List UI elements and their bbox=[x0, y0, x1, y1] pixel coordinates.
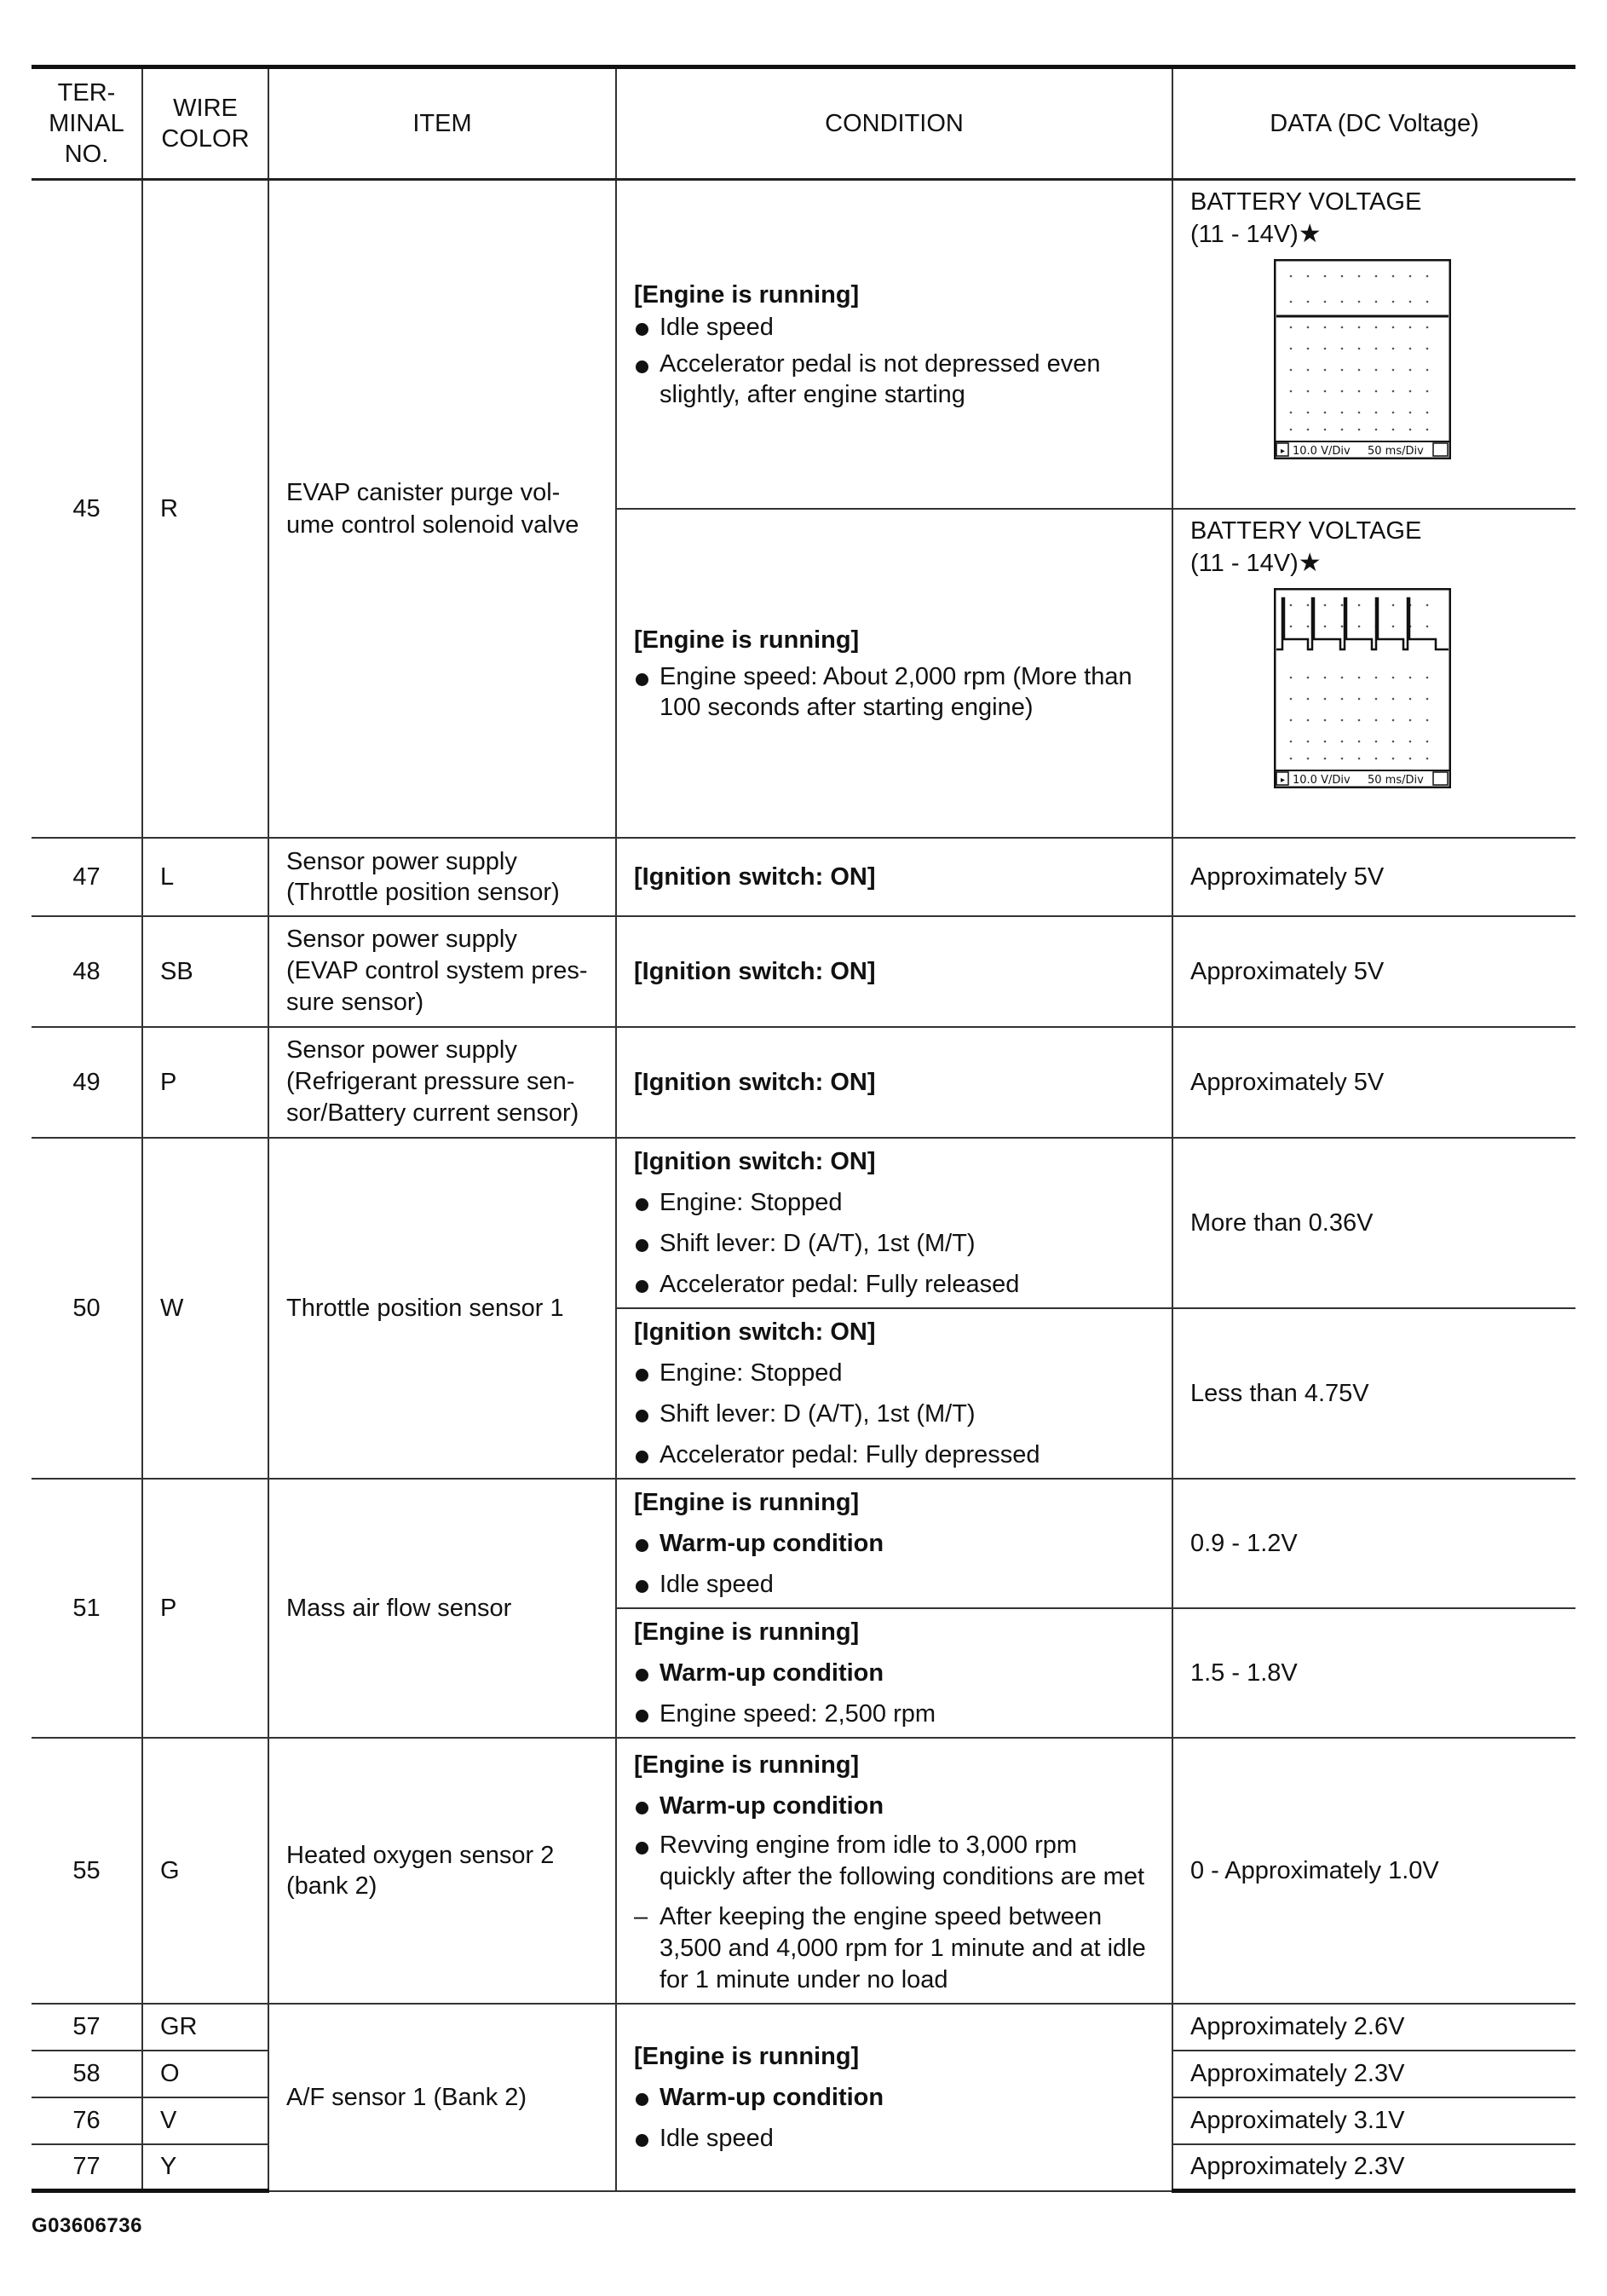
condition-text: Warm-up condition bbox=[660, 1529, 884, 1557]
scope-time-label: 50 ms/Div bbox=[1368, 773, 1424, 787]
scope-volt-label: 10.0 V/Div bbox=[1293, 773, 1351, 787]
condition-text: Warm-up condition bbox=[660, 2083, 884, 2111]
condition-text: Engine speed: About 2,000 rpm (More than 100 seconds after starting engine) bbox=[660, 662, 1132, 721]
condition-cell bbox=[616, 2004, 1172, 2191]
svg-text:▸: ▸ bbox=[1281, 447, 1286, 456]
condition-cell bbox=[616, 1608, 1172, 1738]
condition-item bbox=[634, 1785, 1163, 1826]
item-name: EVAP canister purge vol- ume control solenoid valve bbox=[268, 180, 616, 838]
terminal-no: 76 bbox=[32, 2097, 142, 2144]
condition-title: [Ignition switch: ON] bbox=[634, 1147, 876, 1175]
table-header-row bbox=[32, 67, 1575, 180]
terminal-no: 48 bbox=[32, 916, 142, 1027]
wire-color: O bbox=[142, 2051, 268, 2097]
condition-text: Shift lever: D (A/T), 1st (M/T) bbox=[660, 1399, 976, 1428]
condition-item bbox=[634, 1353, 1163, 1393]
battery-voltage-label: BATTERY VOLTAGE bbox=[1190, 188, 1422, 216]
condition-title: [Engine is running] bbox=[634, 280, 860, 309]
condition-text: Engine speed: 2,500 rpm bbox=[660, 1699, 936, 1728]
star-icon: ★ bbox=[1298, 548, 1322, 577]
figure-code: G03606736 bbox=[32, 2214, 142, 2237]
terminal-data-table bbox=[32, 65, 1575, 2193]
condition-cell bbox=[616, 509, 1172, 838]
terminal-no: 57 bbox=[32, 2004, 142, 2051]
terminal-no: 77 bbox=[32, 2144, 142, 2191]
condition-item bbox=[634, 1523, 1163, 1564]
condition-item bbox=[634, 1182, 1163, 1223]
wire-color: W bbox=[142, 1138, 268, 1479]
condition-item bbox=[634, 1264, 1163, 1305]
data-value: Approximately 2.3V bbox=[1172, 2051, 1575, 2097]
condition-cell bbox=[616, 838, 1172, 916]
condition-text: Revving engine from idle to 3,000 rpm quickly after the following conditions are met bbox=[660, 1832, 1145, 1890]
condition-cell bbox=[616, 180, 1172, 509]
table-row bbox=[32, 838, 1575, 916]
voltage-range: (11 - 14V) bbox=[1190, 221, 1299, 248]
scope-time-label: 50 ms/Div bbox=[1368, 445, 1424, 458]
data-value: Less than 4.75V bbox=[1172, 1308, 1575, 1479]
condition-title: [Engine is running] bbox=[634, 1618, 860, 1646]
data-value: 0 - Approximately 1.0V bbox=[1172, 1738, 1575, 2004]
condition-text: Shift lever: D (A/T), 1st (M/T) bbox=[660, 1229, 976, 1257]
wire-color: G bbox=[142, 1738, 268, 2004]
terminal-no: 47 bbox=[32, 838, 142, 916]
condition-text: Accelerator pedal: Fully released bbox=[660, 1270, 1020, 1298]
condition-item bbox=[634, 349, 1163, 410]
condition-text: Engine: Stopped bbox=[660, 1359, 843, 1387]
terminal-no: 45 bbox=[32, 180, 142, 838]
condition-item bbox=[634, 311, 1163, 343]
header-item: ITEM bbox=[268, 67, 616, 180]
star-icon: ★ bbox=[1298, 220, 1322, 248]
wire-color: R bbox=[142, 180, 268, 838]
condition-text: Engine: Stopped bbox=[660, 1188, 843, 1216]
wire-color: GR bbox=[142, 2004, 268, 2051]
scope-volt-label: 10.0 V/Div bbox=[1293, 445, 1351, 458]
wire-color: P bbox=[142, 1479, 268, 1738]
condition-title: [Engine is running] bbox=[634, 1488, 860, 1516]
table-row bbox=[32, 2004, 1575, 2051]
data-cell bbox=[1172, 509, 1575, 838]
data-value: Approximately 5V bbox=[1172, 838, 1575, 916]
item-name: Sensor power supply (Throttle position sensor) bbox=[268, 838, 616, 916]
table-row bbox=[32, 180, 1575, 509]
condition-item bbox=[634, 1653, 1163, 1693]
condition-item bbox=[634, 1393, 1163, 1434]
item-name: Heated oxygen sensor 2 (bank 2) bbox=[268, 1738, 616, 2004]
condition-item bbox=[634, 1901, 1163, 1996]
terminal-no: 51 bbox=[32, 1479, 142, 1738]
condition-title: [Ignition switch: ON] bbox=[634, 1318, 876, 1346]
condition-text: Accelerator pedal is not depressed even slightly, after engine starting bbox=[660, 349, 1101, 408]
terminal-no: 55 bbox=[32, 1738, 142, 2004]
condition-item bbox=[634, 1693, 1163, 1734]
wire-color: SB bbox=[142, 916, 268, 1027]
wire-color: V bbox=[142, 2097, 268, 2144]
condition-text: Accelerator pedal: Fully depressed bbox=[660, 1440, 1040, 1468]
condition-cell bbox=[616, 1738, 1172, 2004]
condition-cell bbox=[616, 916, 1172, 1027]
condition-item bbox=[634, 1434, 1163, 1475]
terminal-no: 50 bbox=[32, 1138, 142, 1479]
condition-title: [Engine is running] bbox=[634, 626, 860, 654]
item-name: A/F sensor 1 (Bank 2) bbox=[268, 2004, 616, 2191]
table-row bbox=[32, 1027, 1575, 1138]
item-name: Throttle position sensor 1 bbox=[268, 1138, 616, 1479]
data-cell bbox=[1172, 180, 1575, 509]
condition-item bbox=[634, 1223, 1163, 1264]
data-value: Approximately 3.1V bbox=[1172, 2097, 1575, 2144]
item-name: Mass air flow sensor bbox=[268, 1479, 616, 1738]
condition-text: Idle speed bbox=[660, 1570, 774, 1598]
voltage-range: (11 - 14V) bbox=[1190, 549, 1299, 577]
table-row bbox=[32, 916, 1575, 1027]
condition-text: Warm-up condition bbox=[660, 1659, 884, 1687]
condition-cell bbox=[616, 1308, 1172, 1479]
condition-item bbox=[634, 1830, 1163, 1893]
header-wire-color: WIRE COLOR bbox=[142, 67, 268, 180]
item-name: Sensor power supply (EVAP control system pres- sure sensor) bbox=[268, 916, 616, 1027]
data-value: Approximately 2.6V bbox=[1172, 2004, 1575, 2051]
condition-title: [Ignition switch: ON] bbox=[634, 1068, 876, 1096]
header-condition: CONDITION bbox=[616, 67, 1172, 180]
svg-text:▸: ▸ bbox=[1281, 775, 1286, 785]
data-value: Approximately 2.3V bbox=[1172, 2144, 1575, 2191]
condition-text: Idle speed bbox=[660, 2124, 774, 2152]
table-row bbox=[32, 1138, 1575, 1308]
item-name: Sensor power supply (Refrigerant pressure sen- sor/Battery current sensor) bbox=[268, 1027, 616, 1138]
data-value: 0.9 - 1.2V bbox=[1172, 1479, 1575, 1608]
wire-color: P bbox=[142, 1027, 268, 1138]
condition-item bbox=[634, 1564, 1163, 1605]
data-value: Approximately 5V bbox=[1172, 916, 1575, 1027]
condition-cell bbox=[616, 1138, 1172, 1308]
header-terminal-no: TER- MINAL NO. bbox=[32, 67, 142, 180]
wire-color: Y bbox=[142, 2144, 268, 2191]
condition-text: After keeping the engine speed between 3,500 and 4,000 rpm for 1 minute and at idle for 1 minute under no load bbox=[660, 1903, 1146, 1993]
condition-cell bbox=[616, 1027, 1172, 1138]
oscilloscope-waveform-2000rpm bbox=[1274, 588, 1451, 788]
table-row bbox=[32, 1479, 1575, 1608]
battery-voltage-label: BATTERY VOLTAGE bbox=[1190, 516, 1422, 545]
condition-title: [Ignition switch: ON] bbox=[634, 957, 876, 985]
condition-title: [Ignition switch: ON] bbox=[634, 862, 876, 891]
condition-title: [Engine is running] bbox=[634, 1751, 860, 1779]
terminal-no: 49 bbox=[32, 1027, 142, 1138]
data-value: 1.5 - 1.8V bbox=[1172, 1608, 1575, 1738]
condition-item bbox=[634, 661, 1163, 723]
condition-cell bbox=[616, 1479, 1172, 1608]
condition-item bbox=[634, 2077, 1163, 2118]
header-data: DATA (DC Voltage) bbox=[1172, 67, 1575, 180]
condition-item bbox=[634, 2118, 1163, 2159]
data-value: More than 0.36V bbox=[1172, 1138, 1575, 1308]
terminal-no: 58 bbox=[32, 2051, 142, 2097]
condition-text: Warm-up condition bbox=[660, 1792, 884, 1820]
oscilloscope-waveform-idle bbox=[1274, 259, 1451, 459]
condition-title: [Engine is running] bbox=[634, 2042, 860, 2070]
condition-text: Idle speed bbox=[660, 313, 774, 341]
table-row bbox=[32, 1738, 1575, 2004]
wire-color: L bbox=[142, 838, 268, 916]
data-value: Approximately 5V bbox=[1172, 1027, 1575, 1138]
